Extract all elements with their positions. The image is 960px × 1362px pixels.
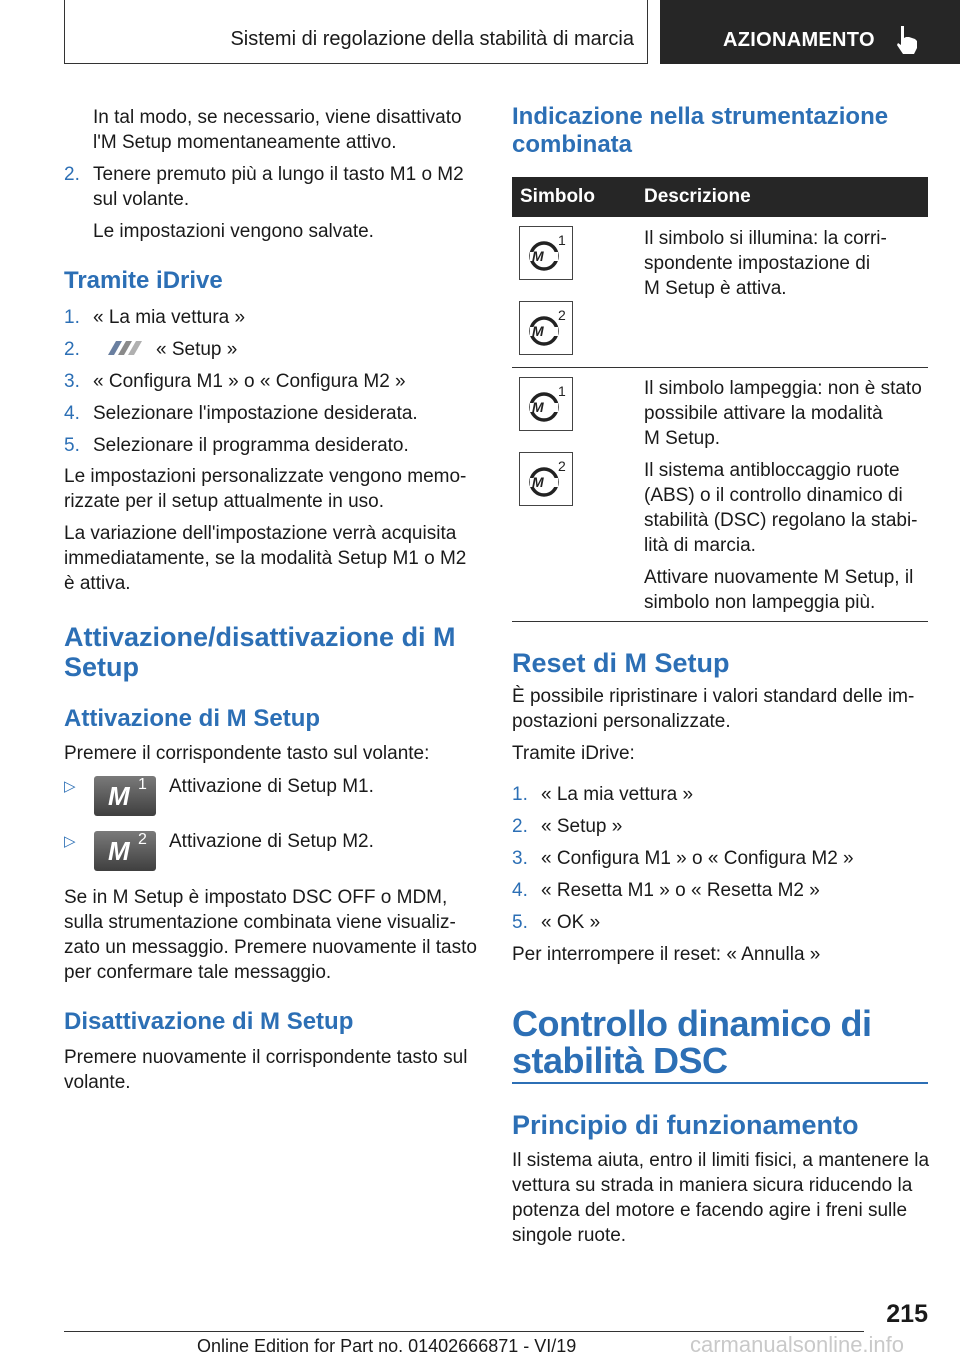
table-row-divider [512, 367, 928, 368]
heading-reset: Reset di M Setup [512, 648, 730, 678]
row2-desc-b2: (ABS) o il controllo dinamico di [644, 485, 903, 506]
row1-desc-1: Il simbolo si illumina: la corri‐ [644, 228, 887, 249]
list-item: Selezionare l'impostazione desiderata. [93, 403, 418, 424]
para-dsc-off-2: sulla strumentazione combinata viene visualiz‐ [64, 912, 456, 933]
heading-principle: Principio di funzionamento [512, 1110, 859, 1140]
row2-desc-c2: simbolo non lampeggia più. [644, 592, 876, 613]
para-variation-2: immediatamente, se la modalità Setup M1 o M2 [64, 548, 467, 569]
row2-desc-c1: Attivare nuovamente M Setup, il [644, 567, 914, 588]
para-variation-1: La variazione dell'impostazione verrà acquisita [64, 523, 457, 544]
m2-button-icon: M 2 [94, 831, 156, 871]
row2-desc-a3: M Setup. [644, 428, 721, 449]
principle-text-4: singole ruote. [512, 1225, 627, 1246]
m1-button-icon: M 1 [94, 776, 156, 816]
svg-text:M: M [532, 474, 544, 490]
para-memory-2: rizzate per il setup attualmente in uso. [64, 491, 385, 512]
list-item: « Setup » [156, 339, 238, 360]
list-item: « La mia vettura » [541, 784, 694, 805]
reset-text-1: È possibile ripristinare i valori standard delle im‐ [512, 686, 915, 707]
cont-line-1: In tal modo, se necessario, viene disattivato [93, 107, 462, 128]
bullet-marker: ▷ [64, 833, 76, 850]
list-item: « Configura M1 » o « Configura M2 » [541, 848, 854, 869]
row1-desc-3: M Setup è attiva. [644, 278, 787, 299]
svg-text:M: M [532, 323, 544, 339]
svg-text:M: M [532, 248, 544, 264]
bullet-marker: ▷ [64, 778, 76, 795]
table-bottom-rule [512, 621, 928, 622]
principle-text-3: potenza del motore e facendo agire i freni sulle [512, 1200, 908, 1221]
row2-desc-b4: lità di marcia. [644, 535, 756, 556]
para-memory-1: Le impostazioni personalizzate vengono memo‐ [64, 466, 467, 487]
chapter-title: Sistemi di regolazione della stabilità di marcia [230, 28, 634, 50]
page-number: 215 [886, 1300, 928, 1328]
m-stripes-icon [100, 339, 150, 357]
list-number: 3. [64, 371, 80, 392]
list-number: 4. [512, 880, 528, 901]
watermark: carmanualsonline.info [690, 1332, 905, 1357]
list-item: « Resetta M1 » o « Resetta M2 » [541, 880, 820, 901]
heading-indication-2: combinata [512, 131, 633, 158]
para-variation-3: è attiva. [64, 573, 131, 594]
list-number: 2. [64, 339, 80, 360]
deactivation-text-1: Premere nuovamente il corrispondente tasto sul [64, 1047, 468, 1068]
pointing-hand-icon [894, 24, 920, 56]
bullet-text: Attivazione di Setup M1. [169, 776, 374, 797]
m1-indicator-icon [519, 377, 573, 431]
list-item: « La mia vettura » [93, 307, 246, 328]
heading-activation-deactivation: Attivazione/disattivazione di M [64, 622, 456, 652]
list-number: 1. [64, 307, 80, 328]
row2-desc-b1: Il sistema antibloccaggio ruote [644, 460, 900, 481]
list-item: « Configura M1 » o « Configura M2 » [93, 371, 406, 392]
list-number: 5. [512, 912, 528, 933]
svg-text:2: 2 [558, 458, 566, 474]
row1-desc-2: spondente impostazione di [644, 253, 871, 274]
heading-underline [512, 1082, 928, 1084]
m1-indicator-icon [519, 226, 573, 280]
step-2-line-2: sul volante. [93, 189, 190, 210]
list-item: « OK » [541, 912, 601, 933]
activation-text: Premere il corrispondente tasto sul volante: [64, 743, 430, 764]
deactivation-text-2: volante. [64, 1072, 131, 1093]
heading-tramite-idrive: Tramite iDrive [64, 267, 223, 294]
row2-desc-a2: possibile attivare la modalità [644, 403, 883, 424]
step-2-result: Le impostazioni vengono salvate. [93, 221, 374, 242]
heading-dsc-2: stabilità DSC [512, 1040, 728, 1081]
reset-text-2: postazioni personalizzate. [512, 711, 731, 732]
svg-text:M: M [532, 399, 544, 415]
cancel-text: Per interrompere il reset: « Annulla » [512, 944, 821, 965]
svg-text:1: 1 [558, 232, 566, 248]
list-number: 4. [64, 403, 80, 424]
list-number: 1. [512, 784, 528, 805]
list-number: 5. [64, 435, 80, 456]
svg-text:1: 1 [558, 383, 566, 399]
row2-desc-a1: Il simbolo lampeggia: non è stato [644, 378, 922, 399]
list-number: 2. [512, 816, 528, 837]
reset-via: Tramite iDrive: [512, 743, 635, 764]
step-2-line-1: Tenere premuto più a lungo il tasto M1 o M2 [93, 164, 464, 185]
list-number: 3. [512, 848, 528, 869]
heading-activation-deactivation-2: Setup [64, 652, 140, 682]
list-item: Selezionare il programma desiderato. [93, 435, 409, 456]
cont-line-2: l'M Setup momentaneamente attivo. [93, 132, 397, 153]
m2-indicator-icon [519, 301, 573, 355]
heading-deactivation: Disattivazione di M Setup [64, 1008, 354, 1035]
heading-activation: Attivazione di M Setup [64, 705, 321, 732]
para-dsc-off-3: zato un messaggio. Premere nuovamente il tasto [64, 937, 477, 958]
principle-text-1: Il sistema aiuta, entro il limiti fisici, a mantenere la [512, 1150, 930, 1171]
para-dsc-off-4: per confermare tale messaggio. [64, 962, 332, 983]
bullet-text: Attivazione di Setup M2. [169, 831, 374, 852]
row2-desc-b3: stabilità (DSC) regolano la stabi‐ [644, 510, 918, 531]
list-item: « Setup » [541, 816, 623, 837]
heading-dsc: Controllo dinamico di [512, 1003, 872, 1044]
step-number: 2. [64, 164, 80, 185]
svg-text:2: 2 [558, 307, 566, 323]
principle-text-2: vettura su strada in maniera sicura riducendo la [512, 1175, 913, 1196]
edition-text: Online Edition for Part no. 01402666871 - VI/19 [197, 1336, 577, 1356]
section-label: AZIONAMENTO [723, 29, 875, 51]
col-header-symbol: Simbolo [520, 186, 595, 207]
para-dsc-off-1: Se in M Setup è impostato DSC OFF o MDM, [64, 887, 448, 908]
heading-indication: Indicazione nella strumentazione [512, 103, 889, 130]
col-header-description: Descrizione [644, 186, 751, 207]
m2-indicator-icon [519, 452, 573, 506]
